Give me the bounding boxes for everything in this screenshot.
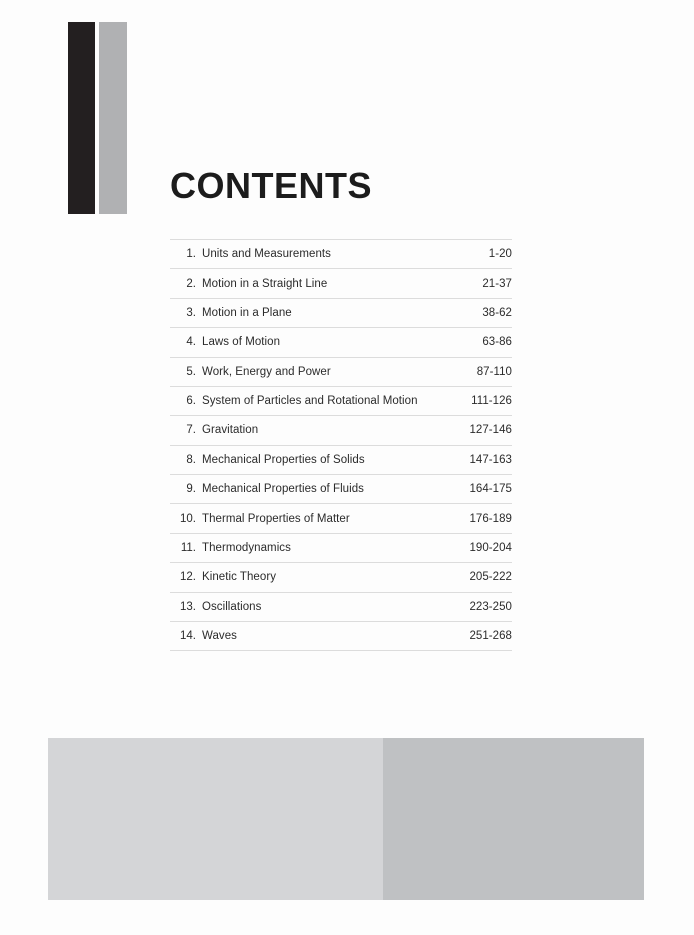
decorative-bar-dark	[68, 22, 95, 214]
toc-entry-number: 5.	[186, 365, 196, 378]
decorative-block-mid	[383, 738, 644, 900]
table-row[interactable]	[170, 416, 512, 445]
decorative-bar-gray	[99, 22, 127, 214]
table-row[interactable]	[170, 298, 512, 327]
table-row[interactable]	[170, 445, 512, 474]
decorative-block-light	[48, 738, 383, 900]
toc-entry-pages: 223-250	[469, 600, 512, 613]
toc-entry-pages: 147-163	[469, 453, 512, 466]
toc-entry-pages: 190-204	[469, 541, 512, 554]
toc-entry-number: 3.	[186, 306, 196, 319]
toc-entry-pages: 87-110	[476, 365, 512, 378]
toc-entry-pages: 176-189	[469, 512, 512, 525]
toc-entry-pages: 111-126	[471, 395, 512, 408]
toc-entry-number: 9.	[186, 483, 196, 496]
toc-entry-pages: 164-175	[469, 483, 512, 496]
toc-entry-title: Mechanical Properties of Fluids	[202, 483, 364, 496]
table-row[interactable]	[170, 475, 512, 504]
decorative-bottom-blocks	[48, 738, 644, 900]
table-row[interactable]	[170, 563, 512, 592]
toc-entry-pages: 251-268	[469, 630, 512, 643]
toc-entry-title: Waves	[202, 630, 237, 643]
toc-entry-title: Units and Measurements	[202, 248, 331, 261]
table-row[interactable]	[170, 357, 512, 386]
toc-entry-title: Mechanical Properties of Solids	[202, 453, 365, 466]
toc-entry-number: 10.	[180, 512, 196, 525]
toc-entry-title: Kinetic Theory	[202, 571, 276, 584]
table-row[interactable]	[170, 386, 512, 415]
toc-entry-title: Motion in a Straight Line	[202, 277, 328, 290]
toc-entry-number: 7.	[186, 424, 196, 437]
toc-entry-title: Gravitation	[202, 424, 259, 437]
toc-entry-number: 2.	[186, 277, 196, 290]
toc-entry-number: 4.	[186, 336, 196, 349]
toc-entry-number: 1.	[186, 248, 196, 261]
toc-entry-pages: 1-20	[488, 248, 512, 261]
table-row[interactable]	[170, 328, 512, 357]
toc-entry-number: 11.	[180, 541, 196, 554]
table-of-contents	[170, 239, 512, 651]
toc-entry-title: Work, Energy and Power	[202, 365, 331, 378]
table-row[interactable]	[170, 240, 512, 269]
toc-entry-number: 6.	[186, 395, 196, 408]
decorative-bar-group	[68, 22, 127, 214]
toc-entry-number: 12.	[180, 571, 196, 584]
toc-entry-pages: 21-37	[482, 277, 512, 290]
toc-entry-number: 8.	[186, 453, 196, 466]
toc-entry-title: Motion in a Plane	[202, 306, 292, 319]
toc-entry-number: 13.	[180, 600, 196, 613]
page-title: CONTENTS	[170, 165, 372, 206]
toc-entry-title: System of Particles and Rotational Motion	[202, 395, 418, 408]
toc-entry-title: Laws of Motion	[202, 336, 281, 349]
toc-body	[170, 240, 512, 651]
table-row[interactable]	[170, 504, 512, 533]
toc-entry-title: Thermal Properties of Matter	[202, 512, 350, 525]
toc-entry-pages: 63-86	[482, 336, 512, 349]
toc-entry-pages: 127-146	[469, 424, 512, 437]
table-row[interactable]	[170, 533, 512, 562]
toc-entry-pages: 38-62	[482, 306, 512, 319]
table-row[interactable]	[170, 269, 512, 298]
table-row[interactable]	[170, 592, 512, 621]
toc-entry-title: Oscillations	[202, 600, 262, 613]
table-row[interactable]	[170, 621, 512, 650]
toc-entry-pages: 205-222	[469, 571, 512, 584]
toc-entry-number: 14.	[180, 630, 196, 643]
toc-entry-title: Thermodynamics	[202, 541, 291, 554]
